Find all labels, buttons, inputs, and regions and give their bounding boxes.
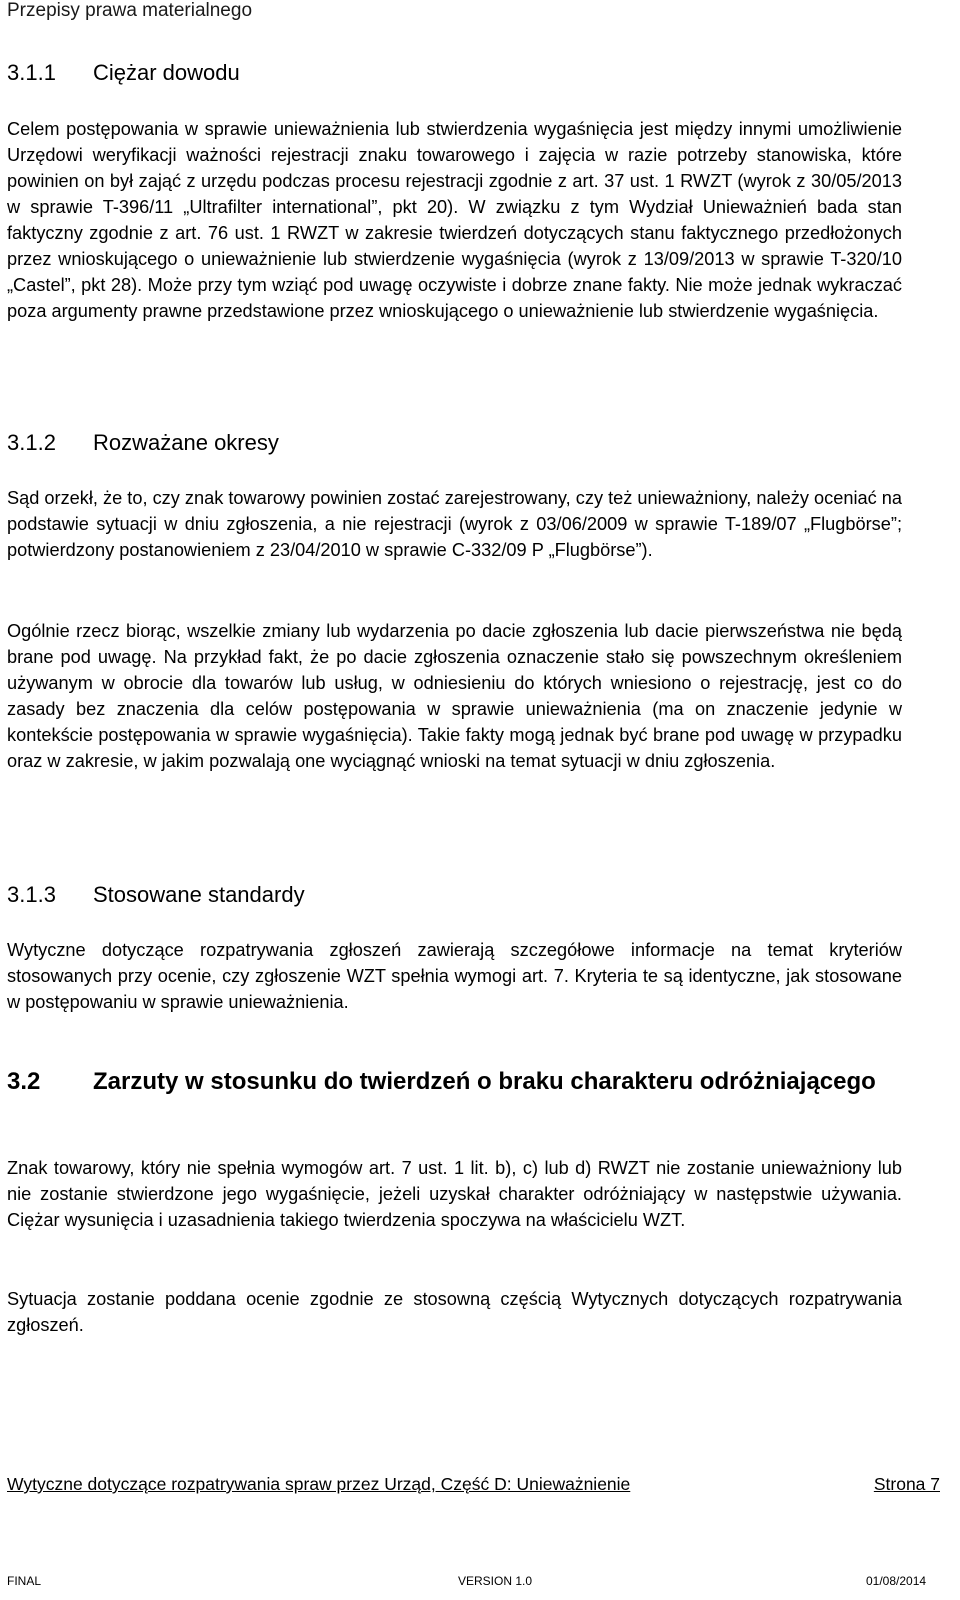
- footer-status: FINAL: [7, 1574, 42, 1588]
- footer-version: VERSION 1.0: [458, 1574, 533, 1588]
- section-number: 3.1.1: [7, 60, 56, 85]
- footer-date: 01/08/2014: [866, 1574, 927, 1588]
- paragraph: Znak towarowy, który nie spełnia wymogów art. 7 ust. 1 lit. b), c) lub d) RWZT nie zostanie unieważniony lub nie zostanie stwierdzone jego wygaśnięcie, jeżeli uzyskał charakter odróżniający w następstwie używania. Ciężar wysunięcia i uzasadnienia takiego twierdzenia spoczywa na właścicielu WZT.: [7, 1158, 902, 1230]
- section-number: 3.1.3: [7, 882, 56, 907]
- section-heading-3-1-1: [7, 60, 240, 86]
- section-title: Ciężar dowodu: [93, 60, 240, 85]
- section-number: 3.2: [7, 1068, 41, 1095]
- page-number: Strona 7: [873, 1474, 940, 1494]
- section-title: Stosowane standardy: [93, 882, 305, 907]
- footer-title: Wytyczne dotyczące rozpatrywania spraw przez Urząd, Część D: Unieważnienie: [7, 1474, 631, 1494]
- page-footer: [7, 1474, 940, 1495]
- paragraph: Sąd orzekł, że to, czy znak towarowy powinien zostać zarejestrowany, czy też unieważniony, należy oceniać na podstawie sytuacji w dniu zgłoszenia, a nie rejestracji (wyrok z 03/06/2009 w sprawie T-189/07 „Flugbörse”; potwierdzony postanowieniem z 23/04/2010 w sprawie C-332/09 P „Flugbörse”).: [7, 488, 902, 560]
- section-number: 3.1.2: [7, 430, 56, 455]
- section-heading-3-1-2: [7, 430, 279, 456]
- running-header: Przepisy prawa materialnego: [7, 0, 253, 21]
- section-title: Zarzuty w stosunku do twierdzeń o braku charakteru odróżniającego: [93, 1068, 876, 1095]
- section-title: Rozważane okresy: [93, 430, 279, 455]
- section-heading-3-1-3: [7, 882, 305, 908]
- paragraph: Celem postępowania w sprawie unieważnienia lub stwierdzenia wygaśnięcia jest między innymi umożliwienie Urzędowi weryfikacji ważności rejestracji znaku towarowego i zajęcia w razie potrzeby stanowiska, które powinien on był zająć z urzędu podczas procesu rejestracji zgodnie z art. 37 ust. 1 RWZT (wyrok z 30/05/2013 w sprawie T-396/11 „Ultrafilter international”, pkt 20). W związku z tym Wydział Unieważnień bada stan faktyczny zgodnie z art. 76 ust. 1 RWZT w zakresie twierdzeń dotyczących stanu faktycznego przedłożonych przez wnioskującego o unieważnienie lub stwierdzenie wygaśnięcia (wyrok z 13/09/2013 w sprawie T-320/10 „Castel”, pkt 28). Może przy tym wziąć pod uwagę oczywiste i dobrze znane fakty. Nie może jednak wykraczać poza argumenty prawne przedstawione przez wnioskującego o unieważnienie lub stwierdzenie wygaśnięcia.: [7, 119, 902, 321]
- paragraph: Wytyczne dotyczące rozpatrywania zgłoszeń zawierają szczegółowe informacje na temat kryteriów stosowanych przy ocenie, czy zgłoszenie WZT spełnia wymogi art. 7. Kryteria te są identyczne, jak stosowane w postępowaniu w sprawie unieważnienia.: [7, 940, 902, 1012]
- paragraph: Sytuacja zostanie poddana ocenie zgodnie ze stosowną częścią Wytycznych dotyczących rozpatrywania zgłoszeń.: [7, 1289, 902, 1335]
- section-heading-3-2: [7, 1066, 902, 1098]
- paragraph: Ogólnie rzecz biorąc, wszelkie zmiany lub wydarzenia po dacie zgłoszenia lub dacie pierwszeństwa nie będą brane pod uwagę. Na przykład fakt, że po dacie zgłoszenia oznaczenie stało się powszechnym określeniem używanym w obrocie dla towarów lub usług, w odniesieniu do których wniesiono o rejestrację, jest co do zasady bez znaczenia dla celów postępowania w sprawie unieważnienia (ma on znaczenie jedynie w kontekście postępowania w sprawie wygaśnięcia). Takie fakty mogą jednak być brane pod uwagę w przypadku oraz w zakresie, w jakim pozwalają one wyciągnąć wnioski na temat sytuacji w dniu zgłoszenia.: [7, 621, 902, 771]
